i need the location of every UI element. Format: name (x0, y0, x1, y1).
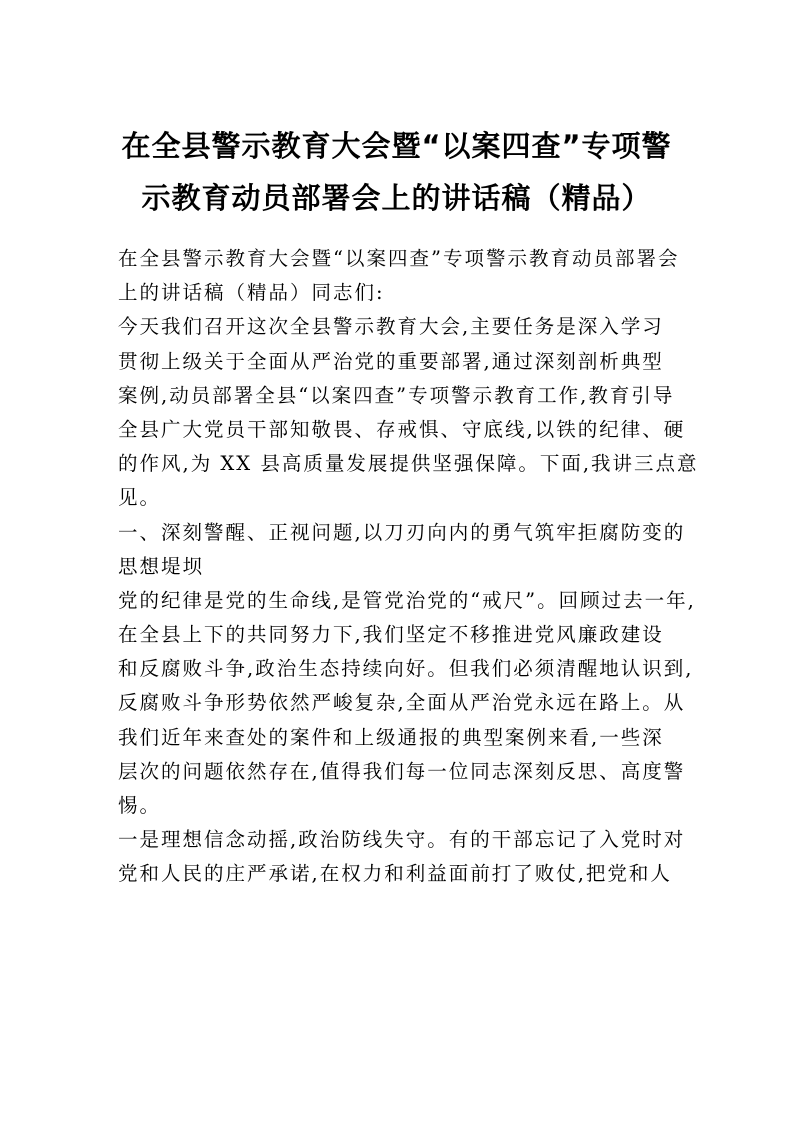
body-line: 层次的问题依然存在,值得我们每一位同志深刻反思、高度警 (118, 759, 686, 783)
body-line: 贯彻上级关于全面从严治党的重要部署,通过深刻剖析典型 (118, 349, 664, 373)
body-line: 和反腐败斗争,政治生态持续向好。但我们必须清醒地认识到, (118, 657, 694, 681)
title-line-1: 在全县警示教育大会暨“以案四查”专项警 (121, 129, 672, 163)
body-line: 党和人民的庄严承诺,在权力和利益面前打了败仗,把党和人 (118, 862, 672, 886)
body-line: 在全县警示教育大会暨“以案四查”专项警示教育动员部署会 (118, 247, 680, 270)
body-line: 上的讲话稿（精品）同志们: (118, 281, 385, 305)
body-line: 的作风,为 XX 县高质量发展提供坚强保障。下面,我讲三点意 (118, 452, 699, 476)
body-line: 案例,动员部署全县“以案四查”专项警示教育工作,教育引导 (118, 383, 675, 407)
body-line: 见。 (118, 486, 162, 510)
body-line: 反腐败斗争形势依然严峻复杂,全面从严治党永远在路上。从 (118, 691, 686, 715)
body-line: 党的纪律是党的生命线,是管党治党的“戒尺”。回顾过去一年, (118, 588, 696, 612)
document-body (118, 242, 699, 892)
body-line: 在全县上下的共同努力下,我们坚定不移推进党风廉政建设 (118, 623, 664, 647)
body-line: 今天我们召开这次全县警示教育大会,主要任务是深入学习 (118, 315, 664, 339)
body-line: 一是理想信念动摇,政治防线失守。有的干部忘记了入党时对 (118, 828, 686, 852)
body-line: 我们近年来查处的案件和上级通报的典型案例来看,一些深 (118, 725, 664, 749)
section-heading-line: 思想堤坝 (118, 554, 205, 578)
title-line-2: 示教育动员部署会上的讲话稿（精品） (141, 181, 652, 215)
document-title (100, 120, 693, 224)
section-heading-line: 一、深刻警醒、正视问题,以刀刃向内的勇气筑牢拒腐防变的 (118, 520, 686, 544)
body-line: 惕。 (118, 794, 162, 817)
body-line: 全县广大党员干部知敬畏、存戒惧、守底线,以铁的纪律、硬 (118, 417, 686, 441)
